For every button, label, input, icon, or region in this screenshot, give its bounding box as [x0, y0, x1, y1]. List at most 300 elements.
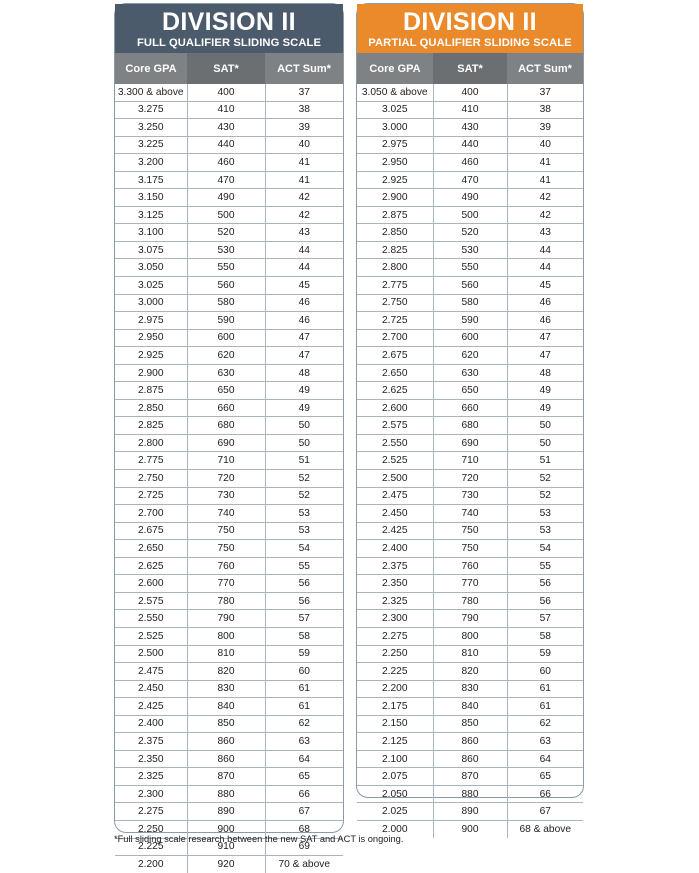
- table-row: [115, 557, 343, 575]
- table-row: [357, 136, 583, 154]
- table-row: [357, 224, 583, 242]
- sat-cell: 890: [433, 803, 507, 821]
- core-gpa-cell: 3.025: [115, 277, 187, 295]
- act-sum-cell: 57: [265, 610, 343, 628]
- act-sum-cell: 68: [265, 820, 343, 838]
- core-gpa-cell: 2.925: [357, 171, 433, 189]
- table-row: [357, 452, 583, 470]
- act-sum-cell: 60: [507, 663, 583, 681]
- sat-cell: 470: [187, 171, 265, 189]
- core-gpa-cell: 2.775: [357, 277, 433, 295]
- core-gpa-cell: 3.025: [357, 101, 433, 119]
- sat-cell: 870: [187, 768, 265, 786]
- core-gpa-cell: 3.000: [357, 119, 433, 137]
- table-row: [115, 452, 343, 470]
- table-row: [357, 171, 583, 189]
- sat-cell: 690: [433, 434, 507, 452]
- sat-cell: 430: [433, 119, 507, 137]
- table-row: [357, 663, 583, 681]
- act-sum-cell: 42: [265, 206, 343, 224]
- act-sum-cell: 47: [265, 347, 343, 365]
- table-row: [357, 610, 583, 628]
- sat-cell: 750: [433, 522, 507, 540]
- act-sum-cell: 41: [507, 171, 583, 189]
- sat-cell: 910: [187, 838, 265, 856]
- act-sum-cell: 55: [265, 557, 343, 575]
- act-sum-cell: 46: [507, 294, 583, 312]
- table-row: [357, 259, 583, 277]
- sat-cell: 440: [187, 136, 265, 154]
- act-sum-cell: 54: [507, 540, 583, 558]
- table-row: [357, 522, 583, 540]
- sat-cell: 860: [187, 733, 265, 751]
- table-row: [115, 277, 343, 295]
- sat-cell: 580: [433, 294, 507, 312]
- core-gpa-cell: 2.950: [115, 329, 187, 347]
- column-header-core-gpa: Core GPA: [369, 62, 421, 75]
- sat-cell: 400: [187, 84, 265, 101]
- table-row: [357, 505, 583, 523]
- core-gpa-cell: 2.950: [357, 154, 433, 172]
- table-row: [115, 364, 343, 382]
- act-sum-cell: 43: [265, 224, 343, 242]
- core-gpa-cell: 2.550: [115, 610, 187, 628]
- core-gpa-cell: 2.750: [357, 294, 433, 312]
- sat-cell: 810: [433, 645, 507, 663]
- act-sum-cell: 50: [265, 434, 343, 452]
- act-sum-cell: 56: [265, 592, 343, 610]
- table-row: [357, 399, 583, 417]
- table-row: [115, 540, 343, 558]
- sat-cell: 850: [187, 715, 265, 733]
- core-gpa-cell: 2.875: [115, 382, 187, 400]
- sat-cell: 850: [433, 715, 507, 733]
- act-sum-cell: 56: [507, 575, 583, 593]
- act-sum-cell: 47: [265, 329, 343, 347]
- table-row: [115, 505, 343, 523]
- core-gpa-cell: 2.025: [357, 803, 433, 821]
- core-gpa-cell: 2.450: [115, 680, 187, 698]
- table-row: [115, 768, 343, 786]
- table-row: [357, 329, 583, 347]
- act-sum-cell: 44: [507, 259, 583, 277]
- sat-cell: 820: [187, 663, 265, 681]
- core-gpa-cell: 2.850: [115, 399, 187, 417]
- core-gpa-cell: 3.000: [115, 294, 187, 312]
- table-row: [115, 610, 343, 628]
- table-row: [115, 575, 343, 593]
- table-row: [115, 785, 343, 803]
- sat-cell: 550: [433, 259, 507, 277]
- partial-qualifier-panel: [356, 3, 584, 835]
- core-gpa-cell: 2.875: [357, 206, 433, 224]
- act-sum-cell: 64: [507, 750, 583, 768]
- table-row: [357, 84, 583, 101]
- act-sum-cell: 52: [507, 470, 583, 488]
- table-row: [357, 189, 583, 207]
- act-sum-cell: 50: [507, 434, 583, 452]
- act-sum-cell: 41: [507, 154, 583, 172]
- core-gpa-cell: 3.050 & above: [357, 84, 433, 101]
- table-row: [357, 119, 583, 137]
- sat-cell: 560: [433, 277, 507, 295]
- sat-cell: 770: [433, 575, 507, 593]
- sat-cell: 790: [433, 610, 507, 628]
- act-sum-cell: 51: [265, 452, 343, 470]
- sat-cell: 740: [187, 505, 265, 523]
- core-gpa-cell: 2.475: [357, 487, 433, 505]
- core-gpa-cell: 2.350: [115, 750, 187, 768]
- act-sum-cell: 44: [507, 241, 583, 259]
- act-sum-cell: 38: [507, 101, 583, 119]
- column-header-act-sum: ACT Sum*: [277, 62, 331, 75]
- act-sum-cell: 67: [507, 803, 583, 821]
- act-sum-cell: 63: [507, 733, 583, 751]
- sat-cell: 840: [187, 698, 265, 716]
- act-sum-cell: 42: [265, 189, 343, 207]
- sat-cell: 520: [187, 224, 265, 242]
- sat-cell: 590: [433, 312, 507, 330]
- table-row: [357, 382, 583, 400]
- column-header-act-sum: ACT Sum*: [518, 62, 572, 75]
- sat-cell: 840: [433, 698, 507, 716]
- act-sum-cell: 40: [507, 136, 583, 154]
- core-gpa-cell: 2.375: [115, 733, 187, 751]
- table-row: [115, 136, 343, 154]
- act-sum-cell: 62: [265, 715, 343, 733]
- core-gpa-cell: 2.975: [357, 136, 433, 154]
- core-gpa-cell: 2.075: [357, 768, 433, 786]
- act-sum-cell: 62: [507, 715, 583, 733]
- act-sum-cell: 69: [265, 838, 343, 856]
- core-gpa-cell: 2.825: [357, 241, 433, 259]
- sat-cell: 430: [187, 119, 265, 137]
- table-row: [357, 277, 583, 295]
- core-gpa-cell: 3.075: [115, 241, 187, 259]
- partial-qualifier-subtitle: PARTIAL QUALIFIER SLIDING SCALE: [368, 37, 572, 49]
- act-sum-cell: 56: [265, 575, 343, 593]
- act-sum-cell: 44: [265, 259, 343, 277]
- table-row: [115, 522, 343, 540]
- full-qualifier-column-headers: [115, 53, 343, 84]
- act-sum-cell: 53: [265, 505, 343, 523]
- act-sum-cell: 68 & above: [519, 823, 572, 835]
- sat-cell: 650: [433, 382, 507, 400]
- sat-cell: 520: [433, 224, 507, 242]
- table-row: [357, 417, 583, 435]
- sat-cell: 500: [187, 206, 265, 224]
- core-gpa-cell: 2.775: [115, 452, 187, 470]
- act-sum-cell: 45: [265, 277, 343, 295]
- table-row: [357, 347, 583, 365]
- table-row: [115, 592, 343, 610]
- table-row: [357, 575, 583, 593]
- act-sum-cell: 41: [265, 171, 343, 189]
- core-gpa-cell: 2.250: [115, 820, 187, 838]
- act-sum-cell: 46: [265, 294, 343, 312]
- core-gpa-cell: 2.750: [115, 470, 187, 488]
- core-gpa-cell: 2.725: [357, 312, 433, 330]
- sat-cell: 830: [187, 680, 265, 698]
- core-gpa-cell: 2.350: [357, 575, 433, 593]
- sat-cell: 780: [433, 592, 507, 610]
- full-qualifier-table: [115, 84, 343, 873]
- core-gpa-cell: 2.450: [357, 505, 433, 523]
- table-row: [357, 715, 583, 733]
- sat-cell: 620: [433, 347, 507, 365]
- sat-cell: 860: [433, 750, 507, 768]
- sat-cell: 720: [433, 470, 507, 488]
- table-row: [357, 803, 583, 821]
- core-gpa-cell: 2.100: [357, 750, 433, 768]
- act-sum-cell: 48: [507, 364, 583, 382]
- core-gpa-cell: 2.600: [357, 399, 433, 417]
- table-row: [357, 698, 583, 716]
- full-qualifier-subtitle: FULL QUALIFIER SLIDING SCALE: [136, 37, 322, 49]
- core-gpa-cell: 3.300 & above: [115, 84, 187, 101]
- act-sum-cell: 54: [265, 540, 343, 558]
- act-sum-cell: 65: [507, 768, 583, 786]
- act-sum-cell: 65: [265, 768, 343, 786]
- core-gpa-cell: 2.700: [357, 329, 433, 347]
- sat-cell: 650: [187, 382, 265, 400]
- table-row: [357, 540, 583, 558]
- core-gpa-cell: 2.300: [357, 610, 433, 628]
- table-row: [357, 470, 583, 488]
- core-gpa-cell: 2.375: [357, 557, 433, 575]
- core-gpa-cell: 2.575: [357, 417, 433, 435]
- table-row: [115, 189, 343, 207]
- table-row: [357, 627, 583, 645]
- act-sum-cell: 58: [265, 627, 343, 645]
- table-row: [115, 294, 343, 312]
- act-sum-cell: 39: [507, 119, 583, 137]
- table-row: [357, 364, 583, 382]
- core-gpa-cell: 2.125: [357, 733, 433, 751]
- sat-cell: 500: [433, 206, 507, 224]
- act-sum-cell: 52: [265, 487, 343, 505]
- sat-cell: 730: [187, 487, 265, 505]
- act-sum-cell: 61: [265, 680, 343, 698]
- table-row: [357, 785, 583, 803]
- act-sum-cell: 53: [507, 522, 583, 540]
- core-gpa-cell: 2.200: [115, 856, 187, 873]
- core-gpa-cell: 2.275: [357, 627, 433, 645]
- sat-cell: 760: [187, 557, 265, 575]
- table-row: [357, 101, 583, 119]
- sat-cell: 550: [187, 259, 265, 277]
- core-gpa-cell: 2.900: [357, 189, 433, 207]
- table-row: [357, 487, 583, 505]
- act-sum-cell: 41: [265, 154, 343, 172]
- full-qualifier-header: [115, 4, 343, 53]
- sat-cell: 630: [433, 364, 507, 382]
- sat-cell: 800: [433, 627, 507, 645]
- table-row: [115, 663, 343, 681]
- sat-cell: 660: [433, 399, 507, 417]
- sat-cell: 620: [187, 347, 265, 365]
- act-sum-cell: 40: [265, 136, 343, 154]
- core-gpa-cell: 2.225: [357, 663, 433, 681]
- sat-cell: 530: [433, 241, 507, 259]
- sat-cell: 690: [187, 434, 265, 452]
- table-row: [115, 750, 343, 768]
- core-gpa-cell: 2.675: [357, 347, 433, 365]
- table-row: [115, 715, 343, 733]
- sat-cell: 800: [187, 627, 265, 645]
- table-row: [115, 382, 343, 400]
- table-row: [115, 399, 343, 417]
- table-row: [357, 294, 583, 312]
- core-gpa-cell: 2.175: [357, 698, 433, 716]
- sat-cell: 560: [187, 277, 265, 295]
- table-row: [115, 329, 343, 347]
- core-gpa-cell: 2.650: [115, 540, 187, 558]
- act-sum-cell: 61: [507, 698, 583, 716]
- sat-cell: 710: [433, 452, 507, 470]
- core-gpa-cell: 2.800: [115, 434, 187, 452]
- table-row: [115, 487, 343, 505]
- core-gpa-cell: 2.850: [357, 224, 433, 242]
- column-header-sat: SAT*: [433, 53, 507, 84]
- core-gpa-cell: 3.225: [115, 136, 187, 154]
- act-sum-cell: 46: [507, 312, 583, 330]
- partial-qualifier-column-headers: [357, 53, 583, 84]
- table-row: [357, 241, 583, 259]
- sat-cell: 460: [433, 154, 507, 172]
- core-gpa-cell: 3.150: [115, 189, 187, 207]
- sat-cell: 440: [433, 136, 507, 154]
- core-gpa-cell: 2.550: [357, 434, 433, 452]
- sat-cell: 400: [433, 84, 507, 101]
- sat-cell: 860: [433, 733, 507, 751]
- act-sum-cell: 50: [265, 417, 343, 435]
- core-gpa-cell: 2.800: [357, 259, 433, 277]
- act-sum-cell: 60: [265, 663, 343, 681]
- full-qualifier-title: DIVISION II: [162, 8, 296, 36]
- table-row: [115, 645, 343, 663]
- core-gpa-cell: 3.250: [115, 119, 187, 137]
- table-row: [115, 434, 343, 452]
- core-gpa-cell: 3.275: [115, 101, 187, 119]
- core-gpa-cell: 3.200: [115, 154, 187, 172]
- act-sum-cell: 50: [507, 417, 583, 435]
- sat-cell: 810: [187, 645, 265, 663]
- table-row: [115, 417, 343, 435]
- table-row: [115, 119, 343, 137]
- core-gpa-cell: 2.925: [115, 347, 187, 365]
- sat-cell: 900: [187, 820, 265, 838]
- sat-cell: 790: [187, 610, 265, 628]
- core-gpa-cell: 2.825: [115, 417, 187, 435]
- sat-cell: 760: [433, 557, 507, 575]
- sat-cell: 490: [433, 189, 507, 207]
- sat-cell: 460: [187, 154, 265, 172]
- act-sum-cell: 52: [265, 470, 343, 488]
- core-gpa-cell: 2.900: [115, 364, 187, 382]
- table-row: [115, 101, 343, 119]
- column-header-sat: SAT*: [187, 53, 265, 84]
- sat-cell: 830: [433, 680, 507, 698]
- sat-cell: 900: [433, 820, 507, 837]
- table-row: [357, 750, 583, 768]
- core-gpa-cell: 2.425: [357, 522, 433, 540]
- act-sum-cell: 53: [507, 505, 583, 523]
- act-sum-cell: 56: [507, 592, 583, 610]
- core-gpa-cell: 2.600: [115, 575, 187, 593]
- core-gpa-cell: 2.975: [115, 312, 187, 330]
- act-sum-cell: 43: [507, 224, 583, 242]
- table-row: [115, 312, 343, 330]
- partial-qualifier-title: DIVISION II: [403, 8, 537, 36]
- act-sum-cell: 49: [265, 382, 343, 400]
- table-row: [115, 241, 343, 259]
- core-gpa-cell: 3.125: [115, 206, 187, 224]
- footnote: *Full sliding scale research between the new SAT and ACT is ongoing.: [114, 834, 404, 844]
- core-gpa-cell: 2.625: [357, 382, 433, 400]
- sat-cell: 680: [433, 417, 507, 435]
- sat-cell: 600: [187, 329, 265, 347]
- act-sum-cell: 37: [265, 84, 343, 101]
- table-row: [115, 856, 343, 873]
- table-row: [357, 733, 583, 751]
- table-row: [115, 733, 343, 751]
- act-sum-cell: 57: [507, 610, 583, 628]
- sat-cell: 600: [433, 329, 507, 347]
- sat-cell: 580: [187, 294, 265, 312]
- sat-cell: 920: [187, 856, 265, 873]
- sat-cell: 770: [187, 575, 265, 593]
- table-row: [115, 84, 343, 101]
- sat-cell: 750: [433, 540, 507, 558]
- act-sum-cell: 42: [507, 206, 583, 224]
- act-sum-cell: 59: [507, 645, 583, 663]
- core-gpa-cell: 2.700: [115, 505, 187, 523]
- table-row: [115, 627, 343, 645]
- core-gpa-cell: 2.400: [115, 715, 187, 733]
- table-row: [115, 698, 343, 716]
- sat-cell: 490: [187, 189, 265, 207]
- sat-cell: 880: [187, 785, 265, 803]
- table-row: [357, 154, 583, 172]
- table-row: [357, 592, 583, 610]
- act-sum-cell: 61: [265, 698, 343, 716]
- act-sum-cell: 47: [507, 329, 583, 347]
- table-row: [357, 645, 583, 663]
- table-row: [357, 206, 583, 224]
- act-sum-cell: 37: [507, 84, 583, 101]
- sat-cell: 590: [187, 312, 265, 330]
- core-gpa-cell: 2.325: [357, 592, 433, 610]
- table-row: [115, 206, 343, 224]
- sat-cell: 750: [187, 522, 265, 540]
- table-row: [357, 768, 583, 786]
- sat-cell: 740: [433, 505, 507, 523]
- sat-cell: 730: [433, 487, 507, 505]
- sat-cell: 410: [433, 101, 507, 119]
- core-gpa-cell: 2.475: [115, 663, 187, 681]
- act-sum-cell: 51: [507, 452, 583, 470]
- table-row: [115, 803, 343, 821]
- core-gpa-cell: 2.150: [357, 715, 433, 733]
- core-gpa-cell: 2.650: [357, 364, 433, 382]
- sat-cell: 470: [433, 171, 507, 189]
- core-gpa-cell: 2.425: [115, 698, 187, 716]
- core-gpa-cell: 2.300: [115, 785, 187, 803]
- sat-cell: 710: [187, 452, 265, 470]
- act-sum-cell: 66: [507, 785, 583, 803]
- sat-cell: 780: [187, 592, 265, 610]
